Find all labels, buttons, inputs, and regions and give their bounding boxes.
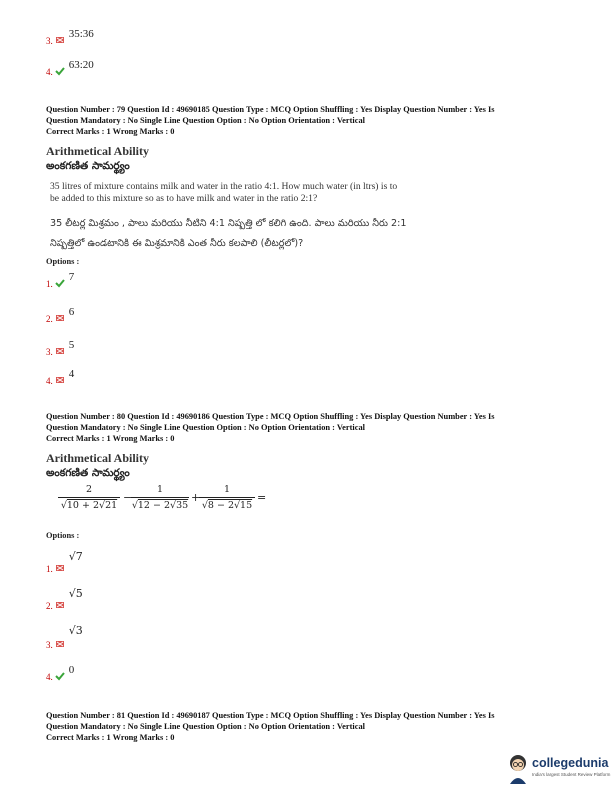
denominator: √12 − 2√35 <box>131 500 189 511</box>
option-text: √7 <box>68 550 83 563</box>
question-80-meta <box>46 411 566 444</box>
wrong-mark-icon <box>55 35 65 45</box>
option-text: 0 <box>68 664 75 676</box>
denominator: √8 − 2√15 <box>201 500 253 511</box>
subject-title-telugu: అంకగణిత సామర్థ్యం <box>46 467 130 479</box>
meta-line: Question Mandatory : No Single Line Question Option : No Option Orientation : Vertical <box>46 423 365 432</box>
wrong-mark-icon <box>55 600 65 610</box>
option-text: √5 <box>68 587 83 600</box>
option-text: 35:36 <box>68 28 94 40</box>
question-text-english <box>50 181 450 205</box>
math-expression <box>58 484 278 524</box>
option-3 <box>46 339 74 357</box>
subject-title-telugu: అంకగణిత సామర్థ్యం <box>46 160 130 172</box>
correct-check-icon <box>55 278 65 288</box>
minus-sign: − <box>123 491 133 504</box>
meta-line: Correct Marks : 1 Wrong Marks : 0 <box>46 127 175 136</box>
options-label: Options : <box>46 531 80 540</box>
radicand: 8 − 2√15 <box>207 500 253 511</box>
question-line: నిష్పత్తిలో ఉండటానికి ఈ మిశ్రమానికి ఎంత నీరు కలపాలి (లీటర్లలో)? <box>50 238 304 249</box>
question-line: 35 లీటర్ల మిశ్రమం , పాలు మరియు నీటిని 4:1 నిష్పత్తి లో కలిగి ఉంది. పాలు మరియు నీరు 2:1 <box>50 218 407 229</box>
meta-line: Correct Marks : 1 Wrong Marks : 0 <box>46 434 175 443</box>
option-text: √3 <box>68 624 83 637</box>
option-text: 5 <box>68 339 75 351</box>
option-number: 4. <box>46 376 53 386</box>
numerator: 2 <box>85 484 93 495</box>
fraction-1 <box>58 484 120 511</box>
logo-name: collegedunia <box>532 756 609 770</box>
question-line: be added to this mixture so as to have milk and water in the ratio 2:1? <box>50 193 318 204</box>
mascot-icon <box>506 752 530 784</box>
wrong-mark-icon <box>55 346 65 356</box>
meta-line: Question Number : 80 Question Id : 49690186 Question Type : MCQ Option Shuffling : Yes Display Question Number : Yes Is <box>46 412 495 421</box>
option-3 <box>46 624 83 650</box>
option-1 <box>46 271 74 289</box>
option-2 <box>46 587 83 611</box>
option-text: 6 <box>68 306 75 318</box>
meta-line: Question Mandatory : No Single Line Question Option : No Option Orientation : Vertical <box>46 116 365 125</box>
option-text: 63:20 <box>68 59 94 71</box>
plus-sign: + <box>191 491 201 504</box>
option-2 <box>46 306 74 324</box>
correct-check-icon <box>55 66 65 76</box>
wrong-mark-icon <box>55 563 65 573</box>
wrong-mark-icon <box>55 639 65 649</box>
radicand: 10 + 2√21 <box>66 500 118 511</box>
option-number: 3. <box>46 36 53 46</box>
correct-check-icon <box>55 671 65 681</box>
fraction-3 <box>199 484 255 511</box>
option-text: 7 <box>68 271 75 283</box>
option-number: 1. <box>46 279 53 289</box>
denominator: √10 + 2√21 <box>60 500 118 511</box>
wrong-mark-icon <box>55 375 65 385</box>
option-4 <box>46 59 94 77</box>
options-label: Options : <box>46 257 80 266</box>
option-number: 2. <box>46 314 53 324</box>
wrong-mark-icon <box>55 313 65 323</box>
option-number: 4. <box>46 67 53 77</box>
question-line: 35 litres of mixture contains milk and water in the ratio 4:1. How much water (in ltrs) is to <box>50 181 398 192</box>
question-79-meta <box>46 104 566 137</box>
meta-line: Question Mandatory : No Single Line Question Option : No Option Orientation : Vertical <box>46 722 365 731</box>
meta-line: Question Number : 81 Question Id : 49690187 Question Type : MCQ Option Shuffling : Yes Display Question Number : Yes Is <box>46 711 495 720</box>
question-81-meta <box>46 710 566 743</box>
numerator: 1 <box>223 484 231 495</box>
option-number: 1. <box>46 564 53 574</box>
collegedunia-logo <box>506 752 611 786</box>
logo-tagline: India's largest Student Review Platform <box>532 772 611 777</box>
subject-title: Arithmetical Ability <box>46 144 149 158</box>
radicand: 12 − 2√35 <box>137 500 189 511</box>
option-number: 3. <box>46 347 53 357</box>
equals-sign: = <box>257 491 267 504</box>
option-4 <box>46 368 74 386</box>
option-number: 4. <box>46 672 53 682</box>
subject-title: Arithmetical Ability <box>46 451 149 465</box>
option-1 <box>46 550 83 574</box>
meta-line: Question Number : 79 Question Id : 49690185 Question Type : MCQ Option Shuffling : Yes Display Question Number : Yes Is <box>46 105 495 114</box>
option-text: 4 <box>68 368 75 380</box>
fraction-2 <box>131 484 189 511</box>
option-number: 2. <box>46 601 53 611</box>
option-4 <box>46 664 74 682</box>
numerator: 1 <box>156 484 164 495</box>
option-number: 3. <box>46 640 53 650</box>
question-text-telugu <box>50 216 470 252</box>
meta-line: Correct Marks : 1 Wrong Marks : 0 <box>46 733 175 742</box>
option-3 <box>46 28 94 46</box>
